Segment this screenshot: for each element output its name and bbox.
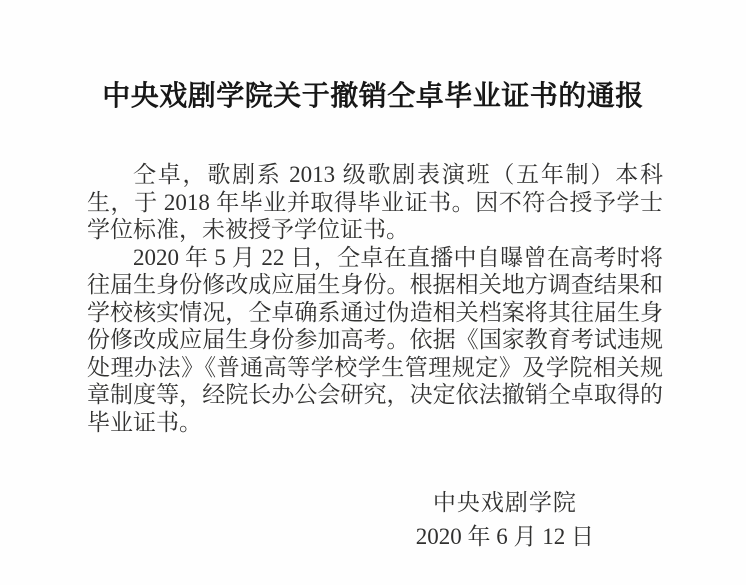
signature-issuer: 中央戏剧学院	[432, 490, 577, 515]
signature-date: 2020 年 6 月 12 日	[415, 524, 594, 549]
notice-paragraph-1: 仝卓，歌剧系 2013 级歌剧表演班（五年制）本科生，于 2018 年毕业并取得毕业证书。因不符合授予学士学位标准，未被授予学位证书。	[87, 162, 663, 242]
notice-paragraph-2: 2020 年 5 月 22 日，仝卓在直播中自曝曾在高考时将往届生身份修改成应届生身份。根据相关地方调查结果和学校核实情况，仝卓确系通过伪造相关档案将其往届生身份修改成应届生身份参加高考。依据《国家教育考试违规处理办法》《普通高等学校学生管理规定》及学院相关规章制度等，经院长办公会研究，决定依法撤销仝卓取得的毕业证书。	[87, 244, 663, 435]
notice-title: 中央戏剧学院关于撤销仝卓毕业证书的通报	[102, 81, 644, 112]
signature-block	[416, 486, 594, 554]
notice-body	[87, 161, 663, 436]
